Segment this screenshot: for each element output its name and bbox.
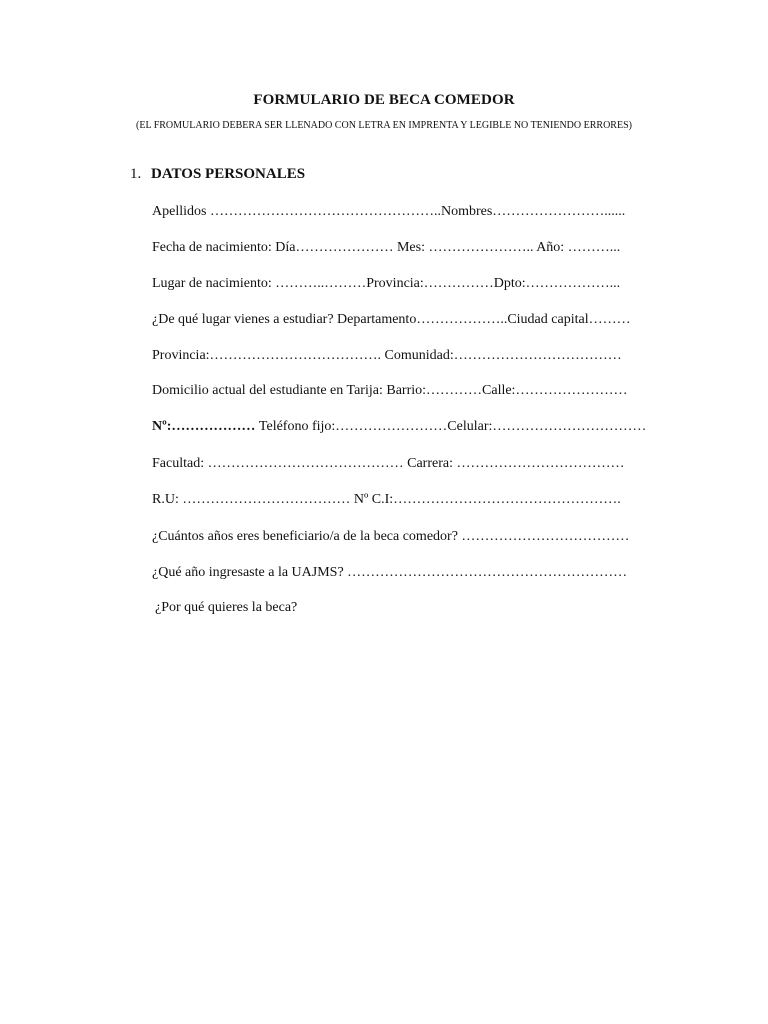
anio-ingreso-label: ¿Qué año ingresaste a la UAJMS? — [152, 565, 344, 580]
section-number: 1. — [130, 166, 142, 182]
provincia-nac-label: Provincia: — [366, 276, 424, 291]
fecha-row — [152, 239, 620, 257]
mes-field[interactable]: ………………….. — [424, 240, 537, 255]
motivo-label: ¿Por qué quieres la beca? — [155, 600, 298, 615]
section-heading — [130, 166, 305, 183]
mes-label: Mes: — [396, 240, 425, 255]
provincia-nac-field[interactable]: …………… — [423, 276, 494, 291]
telefono-fijo-field[interactable]: …………………… — [335, 419, 448, 434]
provincia-row — [152, 347, 622, 365]
ciudad-capital-label: Ciudad capital — [507, 312, 589, 327]
numero-label: Nº: — [152, 419, 172, 434]
ci-field[interactable]: …………………………………………. — [393, 492, 621, 507]
domicilio-row — [152, 382, 627, 400]
comunidad-label: Comunidad: — [384, 348, 454, 363]
facultad-label: Facultad: — [152, 456, 205, 471]
dia-field[interactable]: ………………… — [295, 240, 397, 255]
carrera-label: Carrera: — [407, 456, 453, 471]
form-title: FORMULARIO DE BECA COMEDOR — [253, 92, 515, 108]
barrio-field[interactable]: ………… — [426, 383, 483, 398]
provincia-label: Provincia: — [152, 348, 210, 363]
origen-row — [152, 311, 631, 329]
anio-ingreso-field[interactable]: …………………………………………………… — [343, 565, 628, 580]
facultad-row — [152, 455, 624, 473]
anios-beca-field[interactable]: ……………………………… — [457, 529, 630, 544]
nombres-field[interactable]: ……………………...... — [492, 204, 626, 219]
barrio-label: Domicilio actual del estudiante en Tarija: Barrio: — [152, 383, 427, 398]
ru-field[interactable]: ……………………………… — [178, 492, 354, 507]
section-title: DATOS PERSONALES — [151, 166, 306, 182]
carrera-field[interactable]: ……………………………… — [452, 456, 625, 471]
apellidos-row — [152, 203, 625, 221]
apellidos-field[interactable]: ………………………………………….. — [206, 204, 441, 219]
dpto-label: Dpto: — [493, 276, 526, 291]
lugar-row — [152, 275, 620, 293]
telefono-row — [152, 418, 646, 436]
ru-label: R.U: — [152, 492, 179, 507]
numero-field[interactable]: ……………… — [171, 419, 259, 434]
form-subtitle: (EL FROMULARIO DEBERA SER LLENADO CON LETRA EN IMPRENTA Y LEGIBLE NO TENIENDO ERRORES) — [136, 120, 632, 131]
anios-beca-row — [152, 528, 629, 546]
anio-ingreso-row — [152, 564, 627, 582]
comunidad-field[interactable]: ……………………………… — [453, 348, 622, 363]
nombres-label: Nombres — [440, 204, 493, 219]
calle-field[interactable]: …………………… — [515, 383, 628, 398]
apellidos-label: Apellidos — [152, 204, 207, 219]
provincia-field[interactable]: ………………………………. — [209, 348, 385, 363]
dpto-field[interactable]: ………………... — [525, 276, 621, 291]
telefono-fijo-label: Teléfono fijo: — [258, 419, 336, 434]
celular-label: Celular: — [447, 419, 493, 434]
celular-field[interactable]: …………………………… — [492, 419, 647, 434]
facultad-field[interactable]: …………………………………… — [204, 456, 408, 471]
calle-label: Calle: — [482, 383, 516, 398]
dia-label: Fecha de nacimiento: Día — [152, 240, 296, 255]
anio-field[interactable]: ………... — [564, 240, 621, 255]
ru-row — [152, 491, 621, 509]
ciudad-capital-field[interactable]: ……… — [588, 312, 631, 327]
lugar-field[interactable]: ………..……… — [271, 276, 367, 291]
departamento-label: ¿De qué lugar vienes a estudiar? Departamento — [152, 312, 417, 327]
lugar-label: Lugar de nacimiento: — [152, 276, 272, 291]
anio-label: Año: — [536, 240, 565, 255]
departamento-field[interactable]: ……………….. — [416, 312, 508, 327]
anios-beca-label: ¿Cuántos años eres beneficiario/a de la beca comedor? — [152, 529, 458, 544]
motivo-row — [155, 599, 297, 617]
ci-label: Nº C.I: — [353, 492, 394, 507]
